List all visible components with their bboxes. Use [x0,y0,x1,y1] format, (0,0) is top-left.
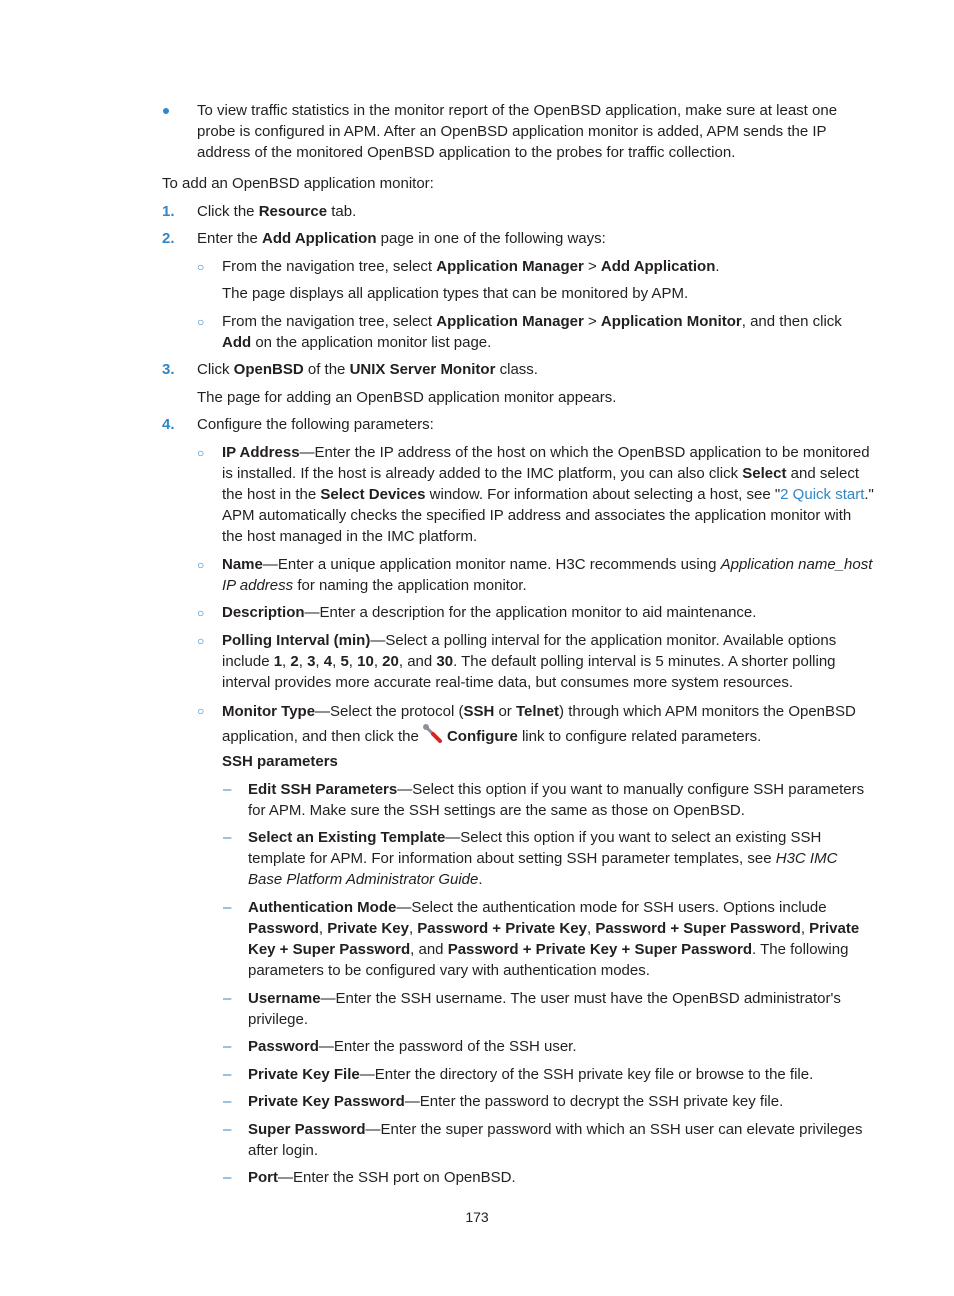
ui-label-add-application: Add Application [262,230,377,247]
wrench-icon [423,724,443,752]
circle-marker: ○ [197,634,205,648]
bullet-marker [163,108,169,114]
document-page: To view traffic statistics in the monitor report of the OpenBSD application, make sure at least one probe is configured in APM. After an OpenBSD application monitor is added, APM sends the IP address of the monitored OpenBSD application to the probes for traffic collection. To add an OpenBSD application monitor: 1. Click the Resource tab. 2. Enter the Add Application page in one of the following ways: ○ From the navigation tree, select Application Manager > Add Application. The page displays all application types that can be monitored by APM. ○ From the navigation tree, select Application Manager > Application Monitor, and then click Add on the application monitor list page. 3. Click OpenBSD of the UNIX Server Monitor class. The page for adding an OpenBSD application monitor appears. 4. Configure the following parameters: ○ IP Address—Enter the IP address of the host on which the OpenBSD application to be monitored is installed. If the host is already added to the IMC platform, you can also click Select and select the host in the Select Devices window. For information about selecting a host, see "2 Quick start." APM automatically checks the specified IP address and associates the application monitor with the host managed in the IMC platform. ○ Name—Enter a unique application monitor name. H3C recommends using Application name_host IP address for naming the application monitor. ○ Description—Enter a description for the application monitor to aid maintenance. ○ Polling Interval (min)—Select a polling interval for the application monitor. Available options include 1, 2, 3, 4, 5, 10, 20, and 30. The default polling interval is 5 minutes. A shorter polling interval provides more accurate real-time data, but consumes more system resources. ○ Monitor Type—Select the protocol (SSH or Telnet) through which APM monitors the OpenBSD application, and then click the Configure link to configure related parameters. SSH parameters – Edit SSH Parameters—Select this option if you want to manually configure SSH parameters for APM. Make sure the SSH settings are the same as those on OpenBSD. – Select an Existing Template—Select this option if you want to select an existing SSH template for APM. For information about setting SSH parameter templates, see H3C IMC Base Platform Administrator Guide. – Authentication Mode—Select the authentication mode for SSH users. Options include Password, Private Key, Password + Private Key, Password + Super Password, Private Key + Super Password, and Password + Private Key + Super Password. The following parameters to be configured vary with authentication modes. – Username—Enter the SSH username. The user must have the OpenBSD administrator's privilege. – Password—Enter the password of the SSH user. – Private Key File—Enter the directory of the SSH private key file or browse to the file. – Private Key Password—Enter the password to decrypt the SSH private key file. – Super Password—Enter the super password with which an SSH user can elevate privileges after login. – Port—Enter the SSH port on OpenBSD. 173 [0,0,954,1296]
dash-marker: – [223,1066,232,1083]
circle-marker: ○ [197,558,205,572]
dash-marker: – [223,1169,232,1186]
dash-marker: – [223,1093,232,1110]
circle-marker: ○ [197,315,205,329]
dash-marker: – [223,829,232,846]
quick-start-link[interactable]: 2 Quick start [780,486,865,503]
circle-marker: ○ [197,606,205,620]
dash-marker: – [223,990,232,1007]
dash-marker: – [223,899,232,916]
configure-link[interactable]: Configure [446,728,518,745]
ui-label-resource: Resource [258,203,328,220]
intro-bullet-text: To view traffic statistics in the monitor report of the OpenBSD application, make sure at least one probe is configured in APM. After an OpenBSD application monitor is added, APM sends the IP address of the monitored OpenBSD application to the probes for traffic collection. [197,102,838,161]
dash-marker: – [223,781,232,798]
circle-marker: ○ [197,704,205,718]
circle-marker: ○ [197,260,205,274]
page-number: 173 [465,1209,489,1225]
dash-marker: – [223,1038,232,1055]
circle-marker: ○ [197,446,205,460]
dash-marker: – [223,1121,232,1138]
